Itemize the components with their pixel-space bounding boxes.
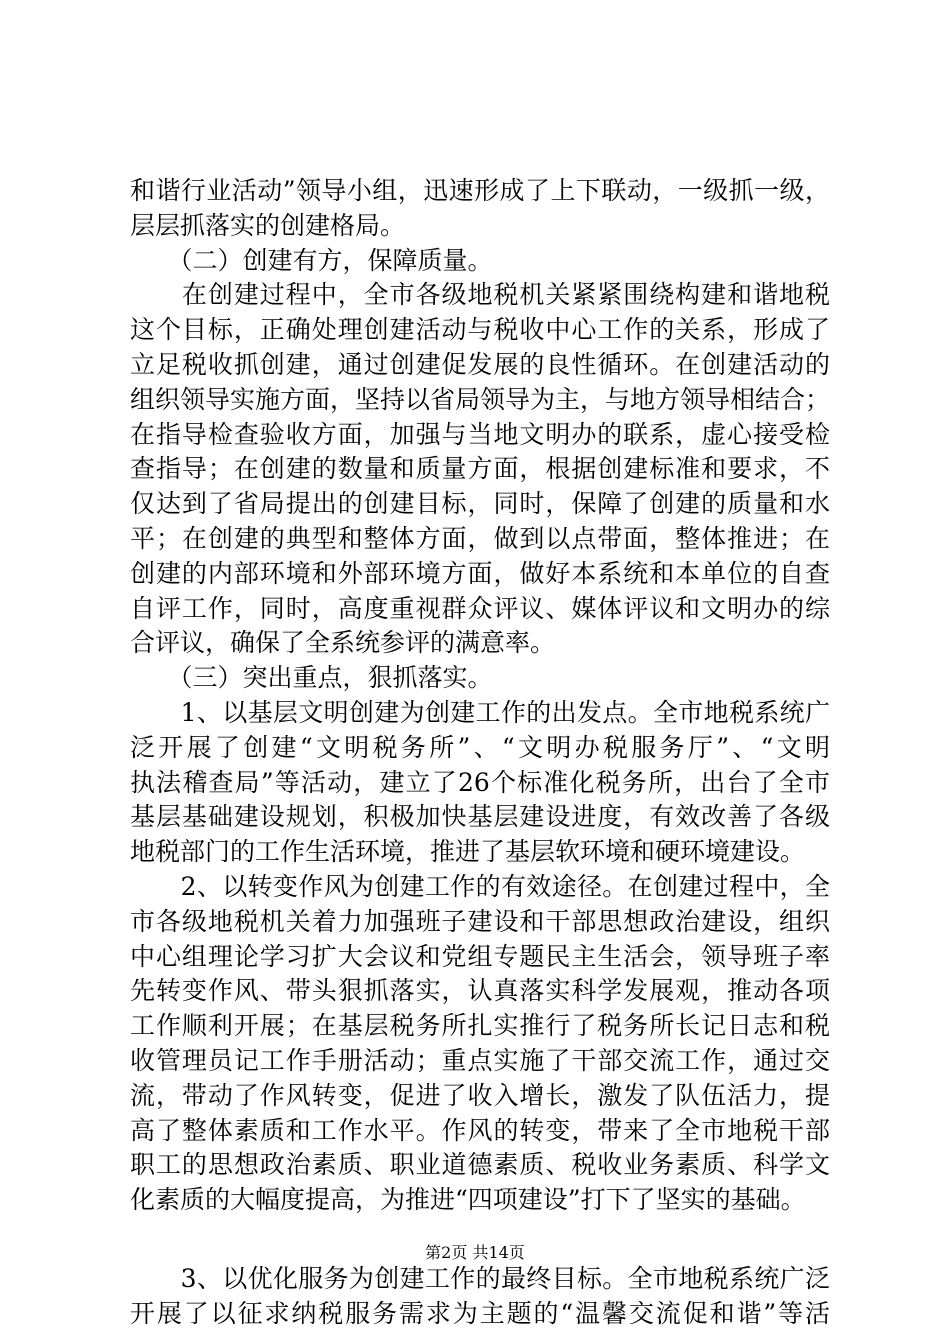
text-line: 这个目标，正确处理创建活动与税收中心工作的关系，形成了 bbox=[130, 315, 830, 345]
text-line: 中心组理论学习扩大会议和党组专题民主生活会，领导班子率 bbox=[130, 941, 830, 971]
section-heading bbox=[130, 244, 830, 279]
text-line: 高了整体素质和工作水平。作风的转变，带来了全市地税干部 bbox=[130, 1115, 830, 1145]
text-line: 创建的内部环境和外部环境方面，做好本系统和本单位的自查 bbox=[130, 558, 830, 588]
text-line: 查指导；在创建的数量和质量方面，根据创建标准和要求，不 bbox=[130, 454, 830, 484]
paragraph bbox=[130, 696, 830, 870]
text-line: 合评议，确保了全系统参评的满意率。 bbox=[130, 628, 556, 658]
text-line: 2、以转变作风为创建工作的有效途径。在创建过程中，全 bbox=[130, 871, 830, 901]
text-line: 泛开展了创建“文明税务所”、“文明办税服务厅”、“文明 bbox=[130, 732, 830, 762]
text-line: 组织领导实施方面，坚持以省局领导为主，与地方领导相结合； bbox=[130, 384, 831, 414]
text-line: 市各级地税机关着力加强班子建设和干部思想政治建设，组织 bbox=[130, 906, 830, 936]
document-body bbox=[130, 174, 830, 1332]
text-line: 平；在创建的典型和整体方面，做到以点带面，整体推进；在 bbox=[130, 523, 830, 553]
paragraph bbox=[130, 870, 830, 1218]
text-line: 先转变作风、带头狠抓落实，认真落实科学发展观，推动各项 bbox=[130, 976, 830, 1006]
paragraph bbox=[130, 1262, 830, 1332]
paragraph bbox=[130, 278, 830, 661]
text-line: 地税部门的工作生活环境，推进了基层软环境和硬环境建设。 bbox=[130, 837, 806, 867]
text-line: 工作顺利开展；在基层税务所扎实推行了税务所长记日志和税 bbox=[130, 1011, 830, 1041]
paragraph bbox=[130, 174, 830, 244]
text-line: 层层抓落实的创建格局。 bbox=[130, 210, 406, 240]
text-line: 和谐行业活动”领导小组，迅速形成了上下联动，一级抓一级， bbox=[130, 176, 830, 205]
text-line: 3、以优化服务为创建工作的最终目标。全市地税系统广泛 bbox=[130, 1263, 830, 1293]
text-line: 职工的思想政治素质、职业道德素质、税收业务素质、科学文 bbox=[130, 1150, 830, 1180]
text-line: 自评工作，同时，高度重视群众评议、媒体评议和文明办的综 bbox=[130, 593, 830, 623]
text-line: 立足税收抓创建，通过创建促发展的良性循环。在创建活动的 bbox=[130, 349, 830, 379]
text-line: （三）突出重点，狠抓落实。 bbox=[130, 663, 493, 693]
text-line: 流，带动了作风转变，促进了收入增长，激发了队伍活力，提 bbox=[130, 1080, 830, 1110]
text-line: 化素质的大幅度提高，为推进“四项建设”打下了坚实的基础。 bbox=[130, 1185, 806, 1215]
text-line: 在指导检查验收方面，加强与当地文明办的联系，虚心接受检 bbox=[130, 419, 830, 449]
text-line: 执法稽查局”等活动，建立了26个标准化税务所，出台了全市 bbox=[130, 767, 830, 797]
text-line: 在创建过程中，全市各级地税机关紧紧围绕构建和谐地税 bbox=[130, 280, 830, 310]
section-heading bbox=[130, 661, 830, 696]
text-line: （二）创建有方，保障质量。 bbox=[130, 245, 493, 275]
text-line: 1、以基层文明创建为创建工作的出发点。全市地税系统广 bbox=[130, 697, 830, 727]
text-line: 收管理员记工作手册活动；重点实施了干部交流工作，通过交 bbox=[130, 1045, 830, 1075]
text-line: 开展了以征求纳税服务需求为主题的“温馨交流促和谐”等活 bbox=[130, 1298, 830, 1328]
text-line: 基层基础建设规划，积极加快基层建设进度，有效改善了各级 bbox=[130, 802, 830, 832]
page-footer: 第2页 共14页 bbox=[425, 1243, 525, 1262]
text-line: 仅达到了省局提出的创建目标，同时，保障了创建的质量和水 bbox=[130, 489, 830, 519]
